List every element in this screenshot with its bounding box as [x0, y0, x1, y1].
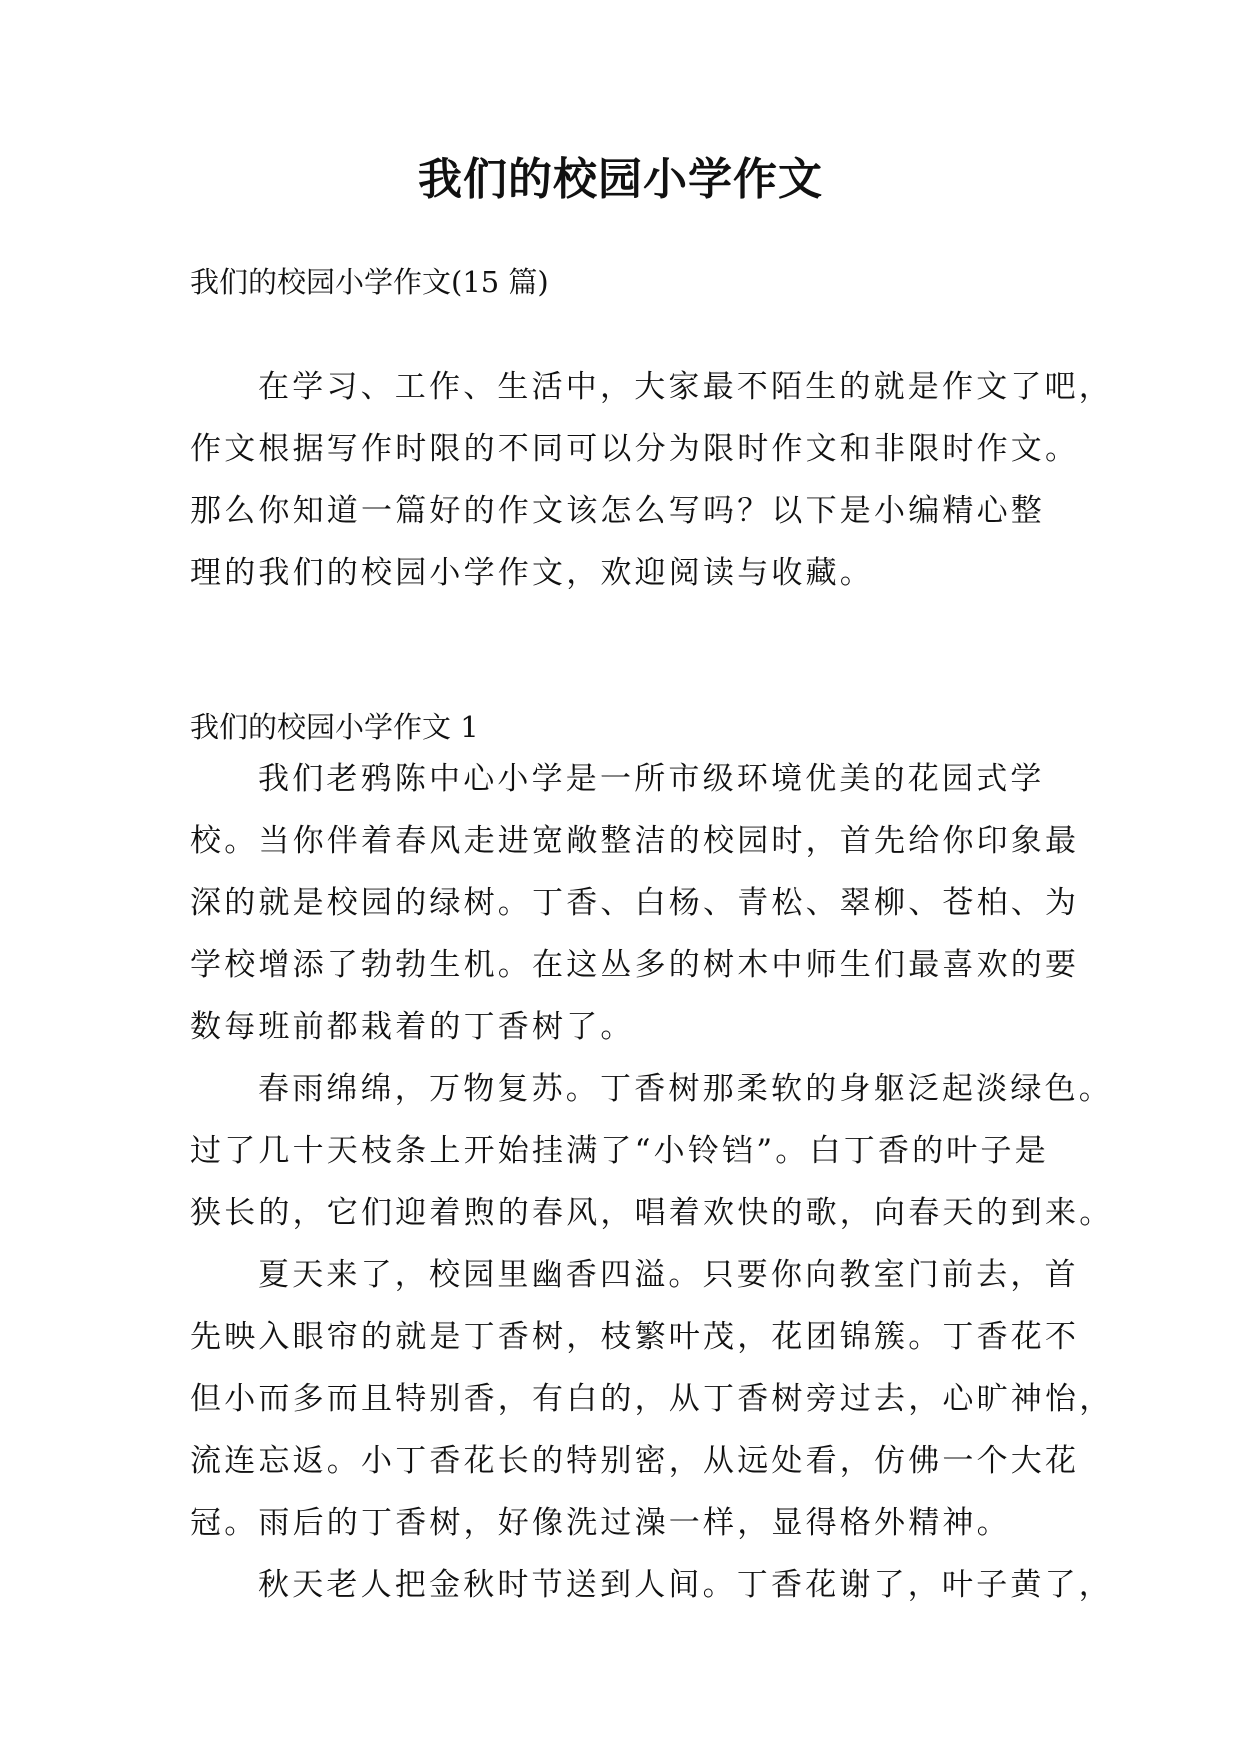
- body-line: 流连忘返。小丁香花长的特别密，从远处看，仿佛一个大花: [190, 1443, 1080, 1479]
- intro-line: 那么你知道一篇好的作文该怎么写吗？以下是小编精心整: [190, 493, 1045, 529]
- intro-line: 作文根据写作时限的不同可以分为限时作文和非限时作文。: [190, 431, 1080, 467]
- body-line: 冠。雨后的丁香树，好像洗过澡一样，显得格外精神。: [190, 1505, 1011, 1541]
- body-line: 我们老鸦陈中心小学是一所市级环境优美的花园式学: [258, 761, 1045, 797]
- body-line: 但小而多而且特别香，有白的，从丁香树旁过去，心旷神怡，: [190, 1381, 1114, 1417]
- body-line: 深的就是校园的绿树。丁香、白杨、青松、翠柳、苍柏、为: [190, 885, 1080, 921]
- document-subtitle: 我们的校园小学作文(15 篇): [190, 265, 549, 299]
- body-line: 夏天来了，校园里幽香四溢。只要你向教室门前去，首: [258, 1257, 1079, 1293]
- body-line: 学校增添了勃勃生机。在这丛多的树木中师生们最喜欢的要: [190, 947, 1080, 983]
- intro-line: 在学习、工作、生活中，大家最不陌生的就是作文了吧，: [258, 369, 1113, 405]
- body-line: 秋天老人把金秋时节送到人间。丁香花谢了，叶子黄了，: [258, 1567, 1113, 1603]
- document-title: 我们的校园小学作文: [418, 154, 823, 205]
- body-line: 先映入眼帘的就是丁香树，枝繁叶茂，花团锦簇。丁香花不: [190, 1319, 1080, 1355]
- body-line: 狭长的，它们迎着煦的春风，唱着欢快的歌，向春天的到来。: [190, 1195, 1114, 1231]
- body-line: 数每班前都栽着的丁香树了。: [190, 1009, 635, 1045]
- intro-paragraph: [190, 356, 1113, 604]
- section-1-body: [190, 748, 1114, 1616]
- intro-line: 理的我们的校园小学作文，欢迎阅读与收藏。: [190, 555, 874, 591]
- body-line: 过了几十天枝条上开始挂满了“小铃铛”。白丁香的叶子是: [190, 1133, 1049, 1169]
- body-line: 春雨绵绵，万物复苏。丁香树那柔软的身躯泛起淡绿色。: [258, 1071, 1113, 1107]
- body-line: 校。当你伴着春风走进宽敞整洁的校园时，首先给你印象最: [190, 823, 1080, 859]
- section-heading: 我们的校园小学作文 1: [190, 710, 479, 744]
